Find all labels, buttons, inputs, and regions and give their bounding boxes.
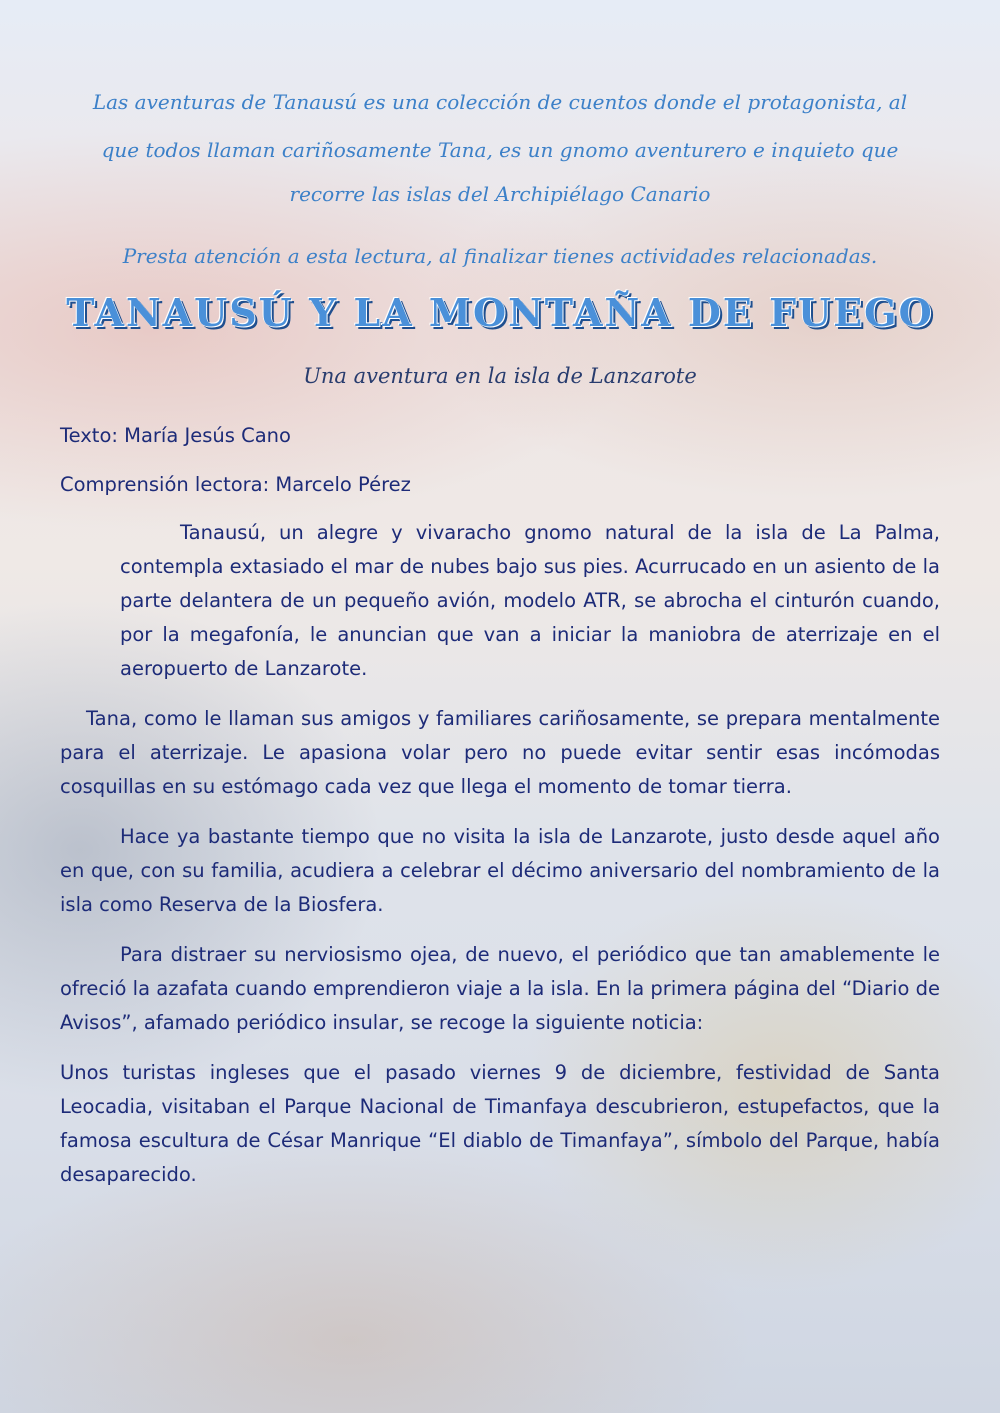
paragraph: Unos turistas ingleses que el pasado viernes 9 de diciembre, festividad de Santa Leocadia, visitaban el Parque Nacional de Timanfaya descubrieron, estupefactos, que la famosa escultura de César Manrique “El diablo de Timanfaya”, símbolo del Parque, había desaparecido. <box>60 1061 940 1186</box>
intro-line: recorre las islas del Archipiélago Canario <box>289 182 711 206</box>
paragraph: Para distraer su nerviosismo ojea, de nuevo, el periódico que tan amablemente le ofreció la azafata cuando emprendieron viaje a la isla. En la primera página del “Diario de Avisos”, afamado periódico insular, se recoge la siguiente noticia: <box>60 943 940 1034</box>
story-title: TANAUSÚ Y LA MONTAÑA DE FUEGO <box>66 290 934 335</box>
story-subtitle: Una aventura en la isla de Lanzarote <box>303 364 697 388</box>
comprehension-credit: Comprensión lectora: Marcelo Pérez <box>60 473 411 496</box>
author-credit: Texto: María Jesús Cano <box>60 424 291 447</box>
paragraph: Tana, como le llaman sus amigos y familiares cariñosamente, se prepara mentalmente para el aterrizaje. Le apasiona volar pero no puede evitar sentir esas incómodas cosquillas en su estómago cada vez que llega el momento de tomar tierra. <box>60 707 940 798</box>
instruction-text: Presta atención a esta lectura, al finalizar tienes actividades relacionadas. <box>122 244 878 268</box>
intro-text <box>40 78 960 214</box>
paragraph: Tanausú, un alegre y vivaracho gnomo natural de la isla de La Palma, contempla extasiado el mar de nubes bajo sus pies. Acurrucado en un asiento de la parte delantera de un pequeño avión, modelo ATR, se abrocha el cinturón cuando, por la megafonía, le anuncian que van a iniciar la maniobra de aterrizaje en el aeropuerto de Lanzarote. <box>120 521 940 680</box>
story-body <box>60 516 940 1208</box>
intro-line: Las aventuras de Tanausú es una colección de cuentos donde el protagonista, al <box>92 90 908 114</box>
paragraph: Hace ya bastante tiempo que no visita la isla de Lanzarote, justo desde aquel año en que, con su familia, acudiera a celebrar el décimo aniversario del nombramiento de la isla como Reserva de la Biosfera. <box>60 825 940 916</box>
intro-line: que todos llaman cariñosamente Tana, es un gnomo aventurero e inquieto que <box>101 138 899 162</box>
